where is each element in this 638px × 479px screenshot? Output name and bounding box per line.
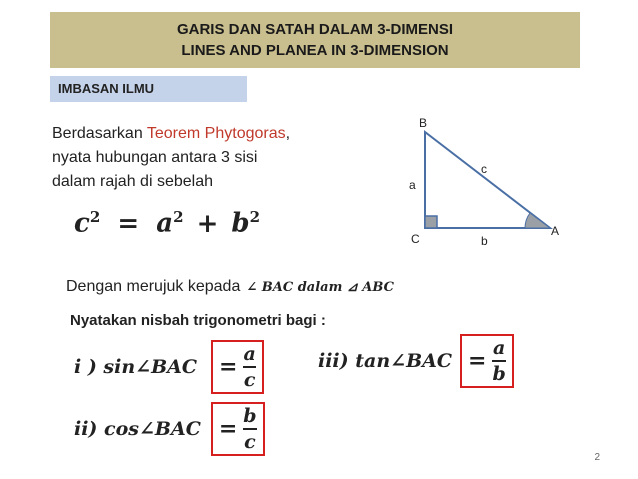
section-label: IMBASAN ILMU <box>50 76 247 102</box>
fraction-bar <box>492 360 505 362</box>
tan-denominator: b <box>492 363 506 385</box>
angle-a-marker <box>525 213 550 228</box>
instruction-text: Nyatakan nisbah trigonometri bagi : <box>70 312 326 329</box>
intro-text <box>52 122 352 194</box>
tan-numerator: a <box>492 337 506 359</box>
refer-math: ∠ BAC dalam ⊿ ABC <box>246 280 394 295</box>
fraction-bar <box>243 366 255 368</box>
sin-equals: = <box>219 354 238 380</box>
trig-sin-name: i ) sin∠BAC <box>74 356 198 378</box>
side-c-label: c <box>481 162 487 176</box>
intro-highlight: Teorem Phytogoras <box>146 125 286 142</box>
fraction-tan <box>492 338 505 384</box>
vertex-b-label: B <box>419 116 428 130</box>
trig-cos-name: ii) cos∠BAC <box>74 418 201 440</box>
title-line-1: GARIS DAN SATAH DALAM 3-DIMENSI <box>176 21 454 38</box>
right-triangle-diagram <box>395 108 575 248</box>
fraction-sin <box>243 344 255 390</box>
formula-plus: + <box>196 208 219 239</box>
side-b-label: b <box>481 234 488 248</box>
sin-denominator: c <box>243 369 256 391</box>
formula-c-exp: 2 <box>89 208 101 226</box>
trig-row-sin <box>74 340 264 394</box>
refer-label: Dengan merujuk kepada <box>66 278 241 295</box>
fraction-bar <box>243 428 256 430</box>
intro-line-2: nyata hubungan antara 3 sisi <box>52 149 258 166</box>
slide-title <box>50 12 580 68</box>
intro-suffix: , <box>285 125 291 142</box>
intro-prefix: Berdasarkan <box>52 125 147 142</box>
tan-equals: = <box>468 348 487 374</box>
title-line-2: LINES AND PLANEA IN 3-DIMENSION <box>181 42 449 59</box>
answer-box-cos <box>211 402 265 456</box>
intro-line-3: dalam rajah di sebelah <box>52 173 213 190</box>
vertex-c-label: C <box>411 232 420 246</box>
fraction-cos <box>243 406 256 452</box>
formula-b: b <box>231 208 250 239</box>
formula-a-exp: 2 <box>173 208 184 226</box>
reference-text <box>66 278 394 296</box>
right-angle-marker <box>425 216 437 228</box>
side-a-label: a <box>409 178 416 192</box>
vertex-a-label: A <box>551 224 560 238</box>
trig-row-cos <box>74 402 265 456</box>
formula-b-exp: 2 <box>249 208 261 226</box>
formula-c: c <box>74 208 90 239</box>
sin-numerator: a <box>243 343 256 365</box>
formula-a: a <box>156 208 174 239</box>
trig-row-tan <box>318 334 514 388</box>
pythagoras-formula <box>74 208 260 239</box>
cos-equals: = <box>218 416 238 442</box>
cos-numerator: b <box>243 405 257 427</box>
answer-box-sin <box>211 340 264 394</box>
trig-tan-name: iii) tan∠BAC <box>318 350 453 372</box>
answer-box-tan <box>460 334 514 388</box>
cos-denominator: c <box>244 431 256 453</box>
formula-equals: = <box>117 208 140 239</box>
page-number: 2 <box>594 452 600 463</box>
